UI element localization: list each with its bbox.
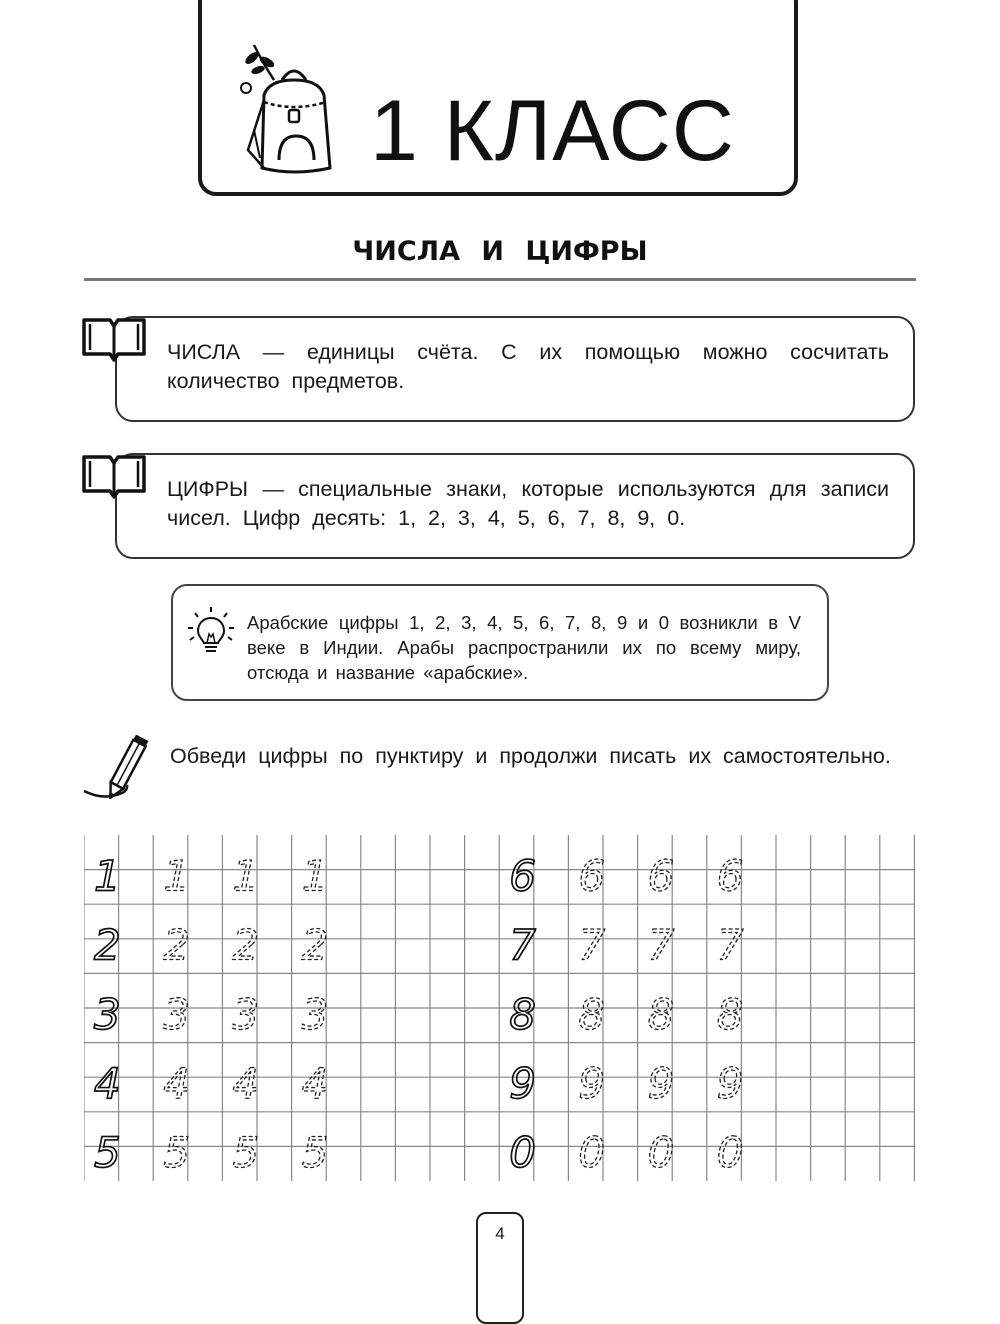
traced-digit: 4: [163, 1058, 190, 1108]
traced-digit: 6: [716, 851, 744, 901]
traced-digit: 2: [301, 920, 329, 970]
page-number-tab: [476, 1212, 524, 1324]
traced-digit: 5: [163, 1128, 190, 1178]
traced-digit: 5: [232, 1128, 260, 1178]
traced-digit: 3: [301, 989, 329, 1039]
pencil-icon: [80, 735, 160, 799]
traced-digit: 1: [301, 851, 329, 901]
divider: [84, 278, 916, 281]
sample-digit: 4: [94, 1058, 121, 1108]
traced-digit: 6: [578, 851, 606, 901]
sample-digit: 6: [509, 851, 536, 901]
task-text: Обведи цифры по пунктиру и продолжи писать их самостоятельно.: [170, 744, 891, 768]
traced-digit: 2: [163, 920, 190, 970]
traced-digit: 0: [647, 1128, 675, 1178]
traced-digit: 1: [163, 851, 190, 901]
header-title: 1 КЛАСС: [370, 83, 735, 179]
section-title: ЧИСЛА И ЦИФРЫ: [352, 236, 648, 267]
traced-digit: 4: [301, 1058, 329, 1108]
open-book-icon: [80, 316, 148, 364]
traced-digit: 9: [578, 1058, 606, 1108]
traced-digit: 2: [232, 920, 260, 970]
traced-digit: 8: [716, 989, 744, 1039]
traced-digit: 5: [301, 1128, 329, 1178]
practice-grid: [84, 835, 916, 1195]
traced-digit: 1: [232, 851, 260, 901]
sample-digit: 5: [94, 1128, 121, 1178]
traced-digit: 3: [163, 989, 190, 1039]
traced-digit: 8: [578, 989, 606, 1039]
open-book-icon: [80, 453, 148, 501]
sample-digit: 0: [509, 1128, 536, 1178]
page-number: 4: [495, 1224, 505, 1243]
definition-text-numbers: ЧИСЛА — единицы счёта. С их помощью можно сосчитать количество предметов.: [167, 340, 889, 393]
traced-digit: 9: [647, 1058, 675, 1108]
traced-digit: 9: [716, 1058, 744, 1108]
definition-box-digits: [115, 453, 915, 559]
traced-digit: 4: [232, 1058, 260, 1108]
definition-box-numbers: [115, 316, 915, 422]
traced-digit: 7: [647, 920, 675, 970]
traced-digit: 3: [232, 989, 260, 1039]
backpack-icon: [234, 40, 344, 180]
traced-digit: 7: [716, 920, 744, 970]
sample-digit: 7: [509, 920, 536, 970]
sample-digit: 1: [94, 851, 121, 901]
fact-text: Арабские цифры 1, 2, 3, 4, 5, 6, 7, 8, 9 и 0 возникли в V веке в Индии. Арабы распространили их по всему миру, отсюда и название «арабские».: [247, 612, 801, 683]
definition-text-digits: ЦИФРЫ — специальные знаки, которые используются для записи чисел. Цифр десять: 1, 2, 3, 4, 5, 6, 7, 8, 9, 0.: [167, 477, 889, 530]
traced-digit: 0: [578, 1128, 606, 1178]
sample-digit: 8: [509, 989, 536, 1039]
sample-digit: 9: [509, 1058, 536, 1108]
traced-digit: 8: [647, 989, 675, 1039]
sample-digit: 2: [94, 920, 121, 970]
fact-box: [171, 584, 829, 701]
lightbulb-icon: [185, 604, 237, 656]
traced-digit: 0: [716, 1128, 744, 1178]
traced-digit: 6: [647, 851, 675, 901]
sample-digit: 3: [94, 989, 121, 1039]
traced-digit: 7: [578, 920, 606, 970]
